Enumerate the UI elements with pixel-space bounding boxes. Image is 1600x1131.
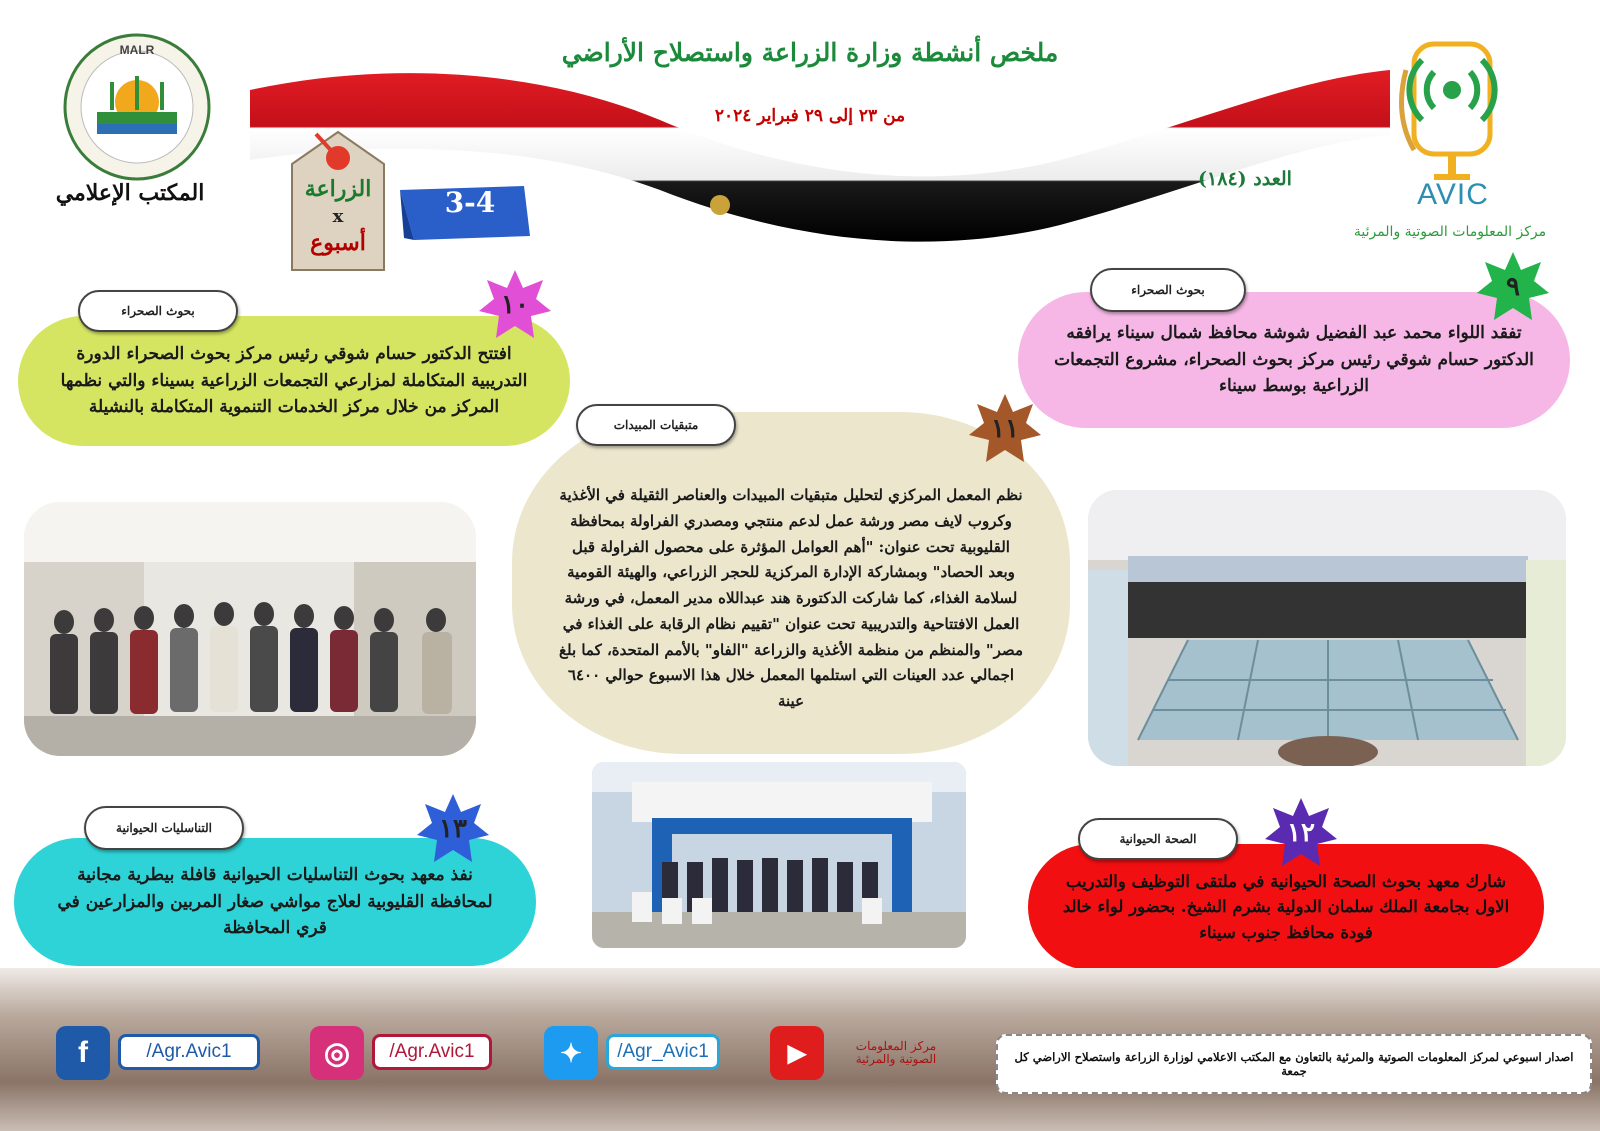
media-office-title: المكتب الإعلامي	[55, 180, 205, 206]
item-10-number: ١٠	[501, 290, 529, 320]
item-12-label: الصحة الحيوانية	[1078, 818, 1238, 860]
item-9-text: تفقد اللواء محمد عبد الفضيل شوشة محافظ شمال سيناء يرافقه الدكتور حسام شوقي رئيس مركز بحوث الصحراء، مشروع التجمعات الزراعية بوسط سيناء	[1018, 292, 1570, 428]
item-13-label: التناسليات الحيوانية	[84, 806, 244, 850]
malr-logo-icon	[62, 32, 212, 182]
item-13-number: ١٣	[439, 814, 467, 844]
youtube-label: مركز المعلومات الصوتية والمرئية	[855, 1039, 937, 1067]
item-9-number: ٩	[1506, 272, 1520, 302]
item-10-text: افتتح الدكتور حسام شوقي رئيس مركز بحوث الصحراء الدورة التدريبية المتكاملة لمزارعي التجمعات الزراعية بسيناء والتي نظمها المركز من خلال مركز الخدمات التنموية المتكاملة بالنشيلة	[18, 316, 570, 446]
tag-title-agriculture: الزراعة	[304, 176, 372, 202]
twitter-icon[interactable]: ✦	[544, 1026, 598, 1080]
ribbon-range: 3-4	[444, 186, 496, 219]
facebook-icon[interactable]: f	[56, 1026, 110, 1080]
item-11-text: نظم المعمل المركزي لتحليل متبقيات المبيدات والعناصر الثقيلة في الأغذية وكروب لايف مصر ورشة عمل لدعم منتجي ومصدري الفراولة بمحافظة القليوبية تحت عنوان: "أهم العوامل المؤثرة على محصول الفراولة قبل وبعد الحصاد" وبمشاركة الإدارة المركزية للحجر الزراعي، والهيئة القومية لسلامة الغذاء، كما شاركت الدكتورة هند عبداللاه مدير المعمل، في ورشة العمل الافتتاحية والتدريبية تحت عنوان "تقييم نظام الرقابة على الغذاء في مصر" والمنظم من منظمة الأغذية والزراعة "الفاو" بالأمم المتحدة، كما بلغ اجمالي عدد العينات التي استلمها المعمل خلال هذا الاسبوع حوالي ٦٤٠٠ عينة	[512, 412, 1070, 754]
item-13-text: نفذ معهد بحوث التناسليات الحيوانية قافلة بيطرية مجانية لمحافظة القليوبية لعلاج مواشي صغار المربين والمزارعين في قري المحافظة	[14, 838, 536, 966]
svg-text:MALR: MALR	[119, 43, 155, 57]
youtube-icon[interactable]: ▶	[770, 1026, 824, 1080]
item-10-label: بحوث الصحراء	[78, 290, 238, 332]
tag-title-x: x	[332, 206, 344, 227]
instagram-link[interactable]: /Agr.Avic1	[372, 1034, 492, 1070]
avic-logo-text: AVIC	[1417, 178, 1489, 211]
item-11-number: ١١	[991, 414, 1019, 444]
facebook-link[interactable]: /Agr.Avic1	[118, 1034, 260, 1070]
photo-forum-group	[592, 762, 966, 948]
twitter-link[interactable]: /Agr_Avic1	[606, 1034, 720, 1070]
avic-subtitle: مركز المعلومات الصوتية والمرئية	[1353, 224, 1547, 240]
item-9-label: بحوث الصحراء	[1090, 268, 1246, 312]
photo-hall-group	[1088, 490, 1566, 766]
item-12-number: ١٢	[1287, 818, 1315, 848]
item-12-text: شارك معهد بحوث الصحة الحيوانية في ملتقى التوظيف والتدريب الاول بجامعة الملك سلمان الدولية بشرم الشيخ. بحضور لواء خالد فودة محافظ جنوب سيناء	[1028, 844, 1544, 970]
footer-note: اصدار اسبوعي لمركز المعلومات الصوتية والمرئية بالتعاون مع المكتب الاعلامي لوزارة الزراعة واستصلاح الاراضي كل جمعة	[996, 1034, 1592, 1094]
tag-title-week: أسبوع	[310, 230, 366, 256]
photo-outdoor-group	[24, 502, 476, 756]
date-range: من ٢٣ إلى ٢٩ فبراير ٢٠٢٤	[714, 106, 906, 126]
instagram-icon[interactable]: ◎	[310, 1026, 364, 1080]
page-title: ملخص أنشطة وزارة الزراعة واستصلاح الأراضي	[561, 38, 1059, 67]
item-11-label: متبقيات المبيدات	[576, 404, 736, 446]
issue-number: العدد (١٨٤)	[1198, 168, 1292, 190]
